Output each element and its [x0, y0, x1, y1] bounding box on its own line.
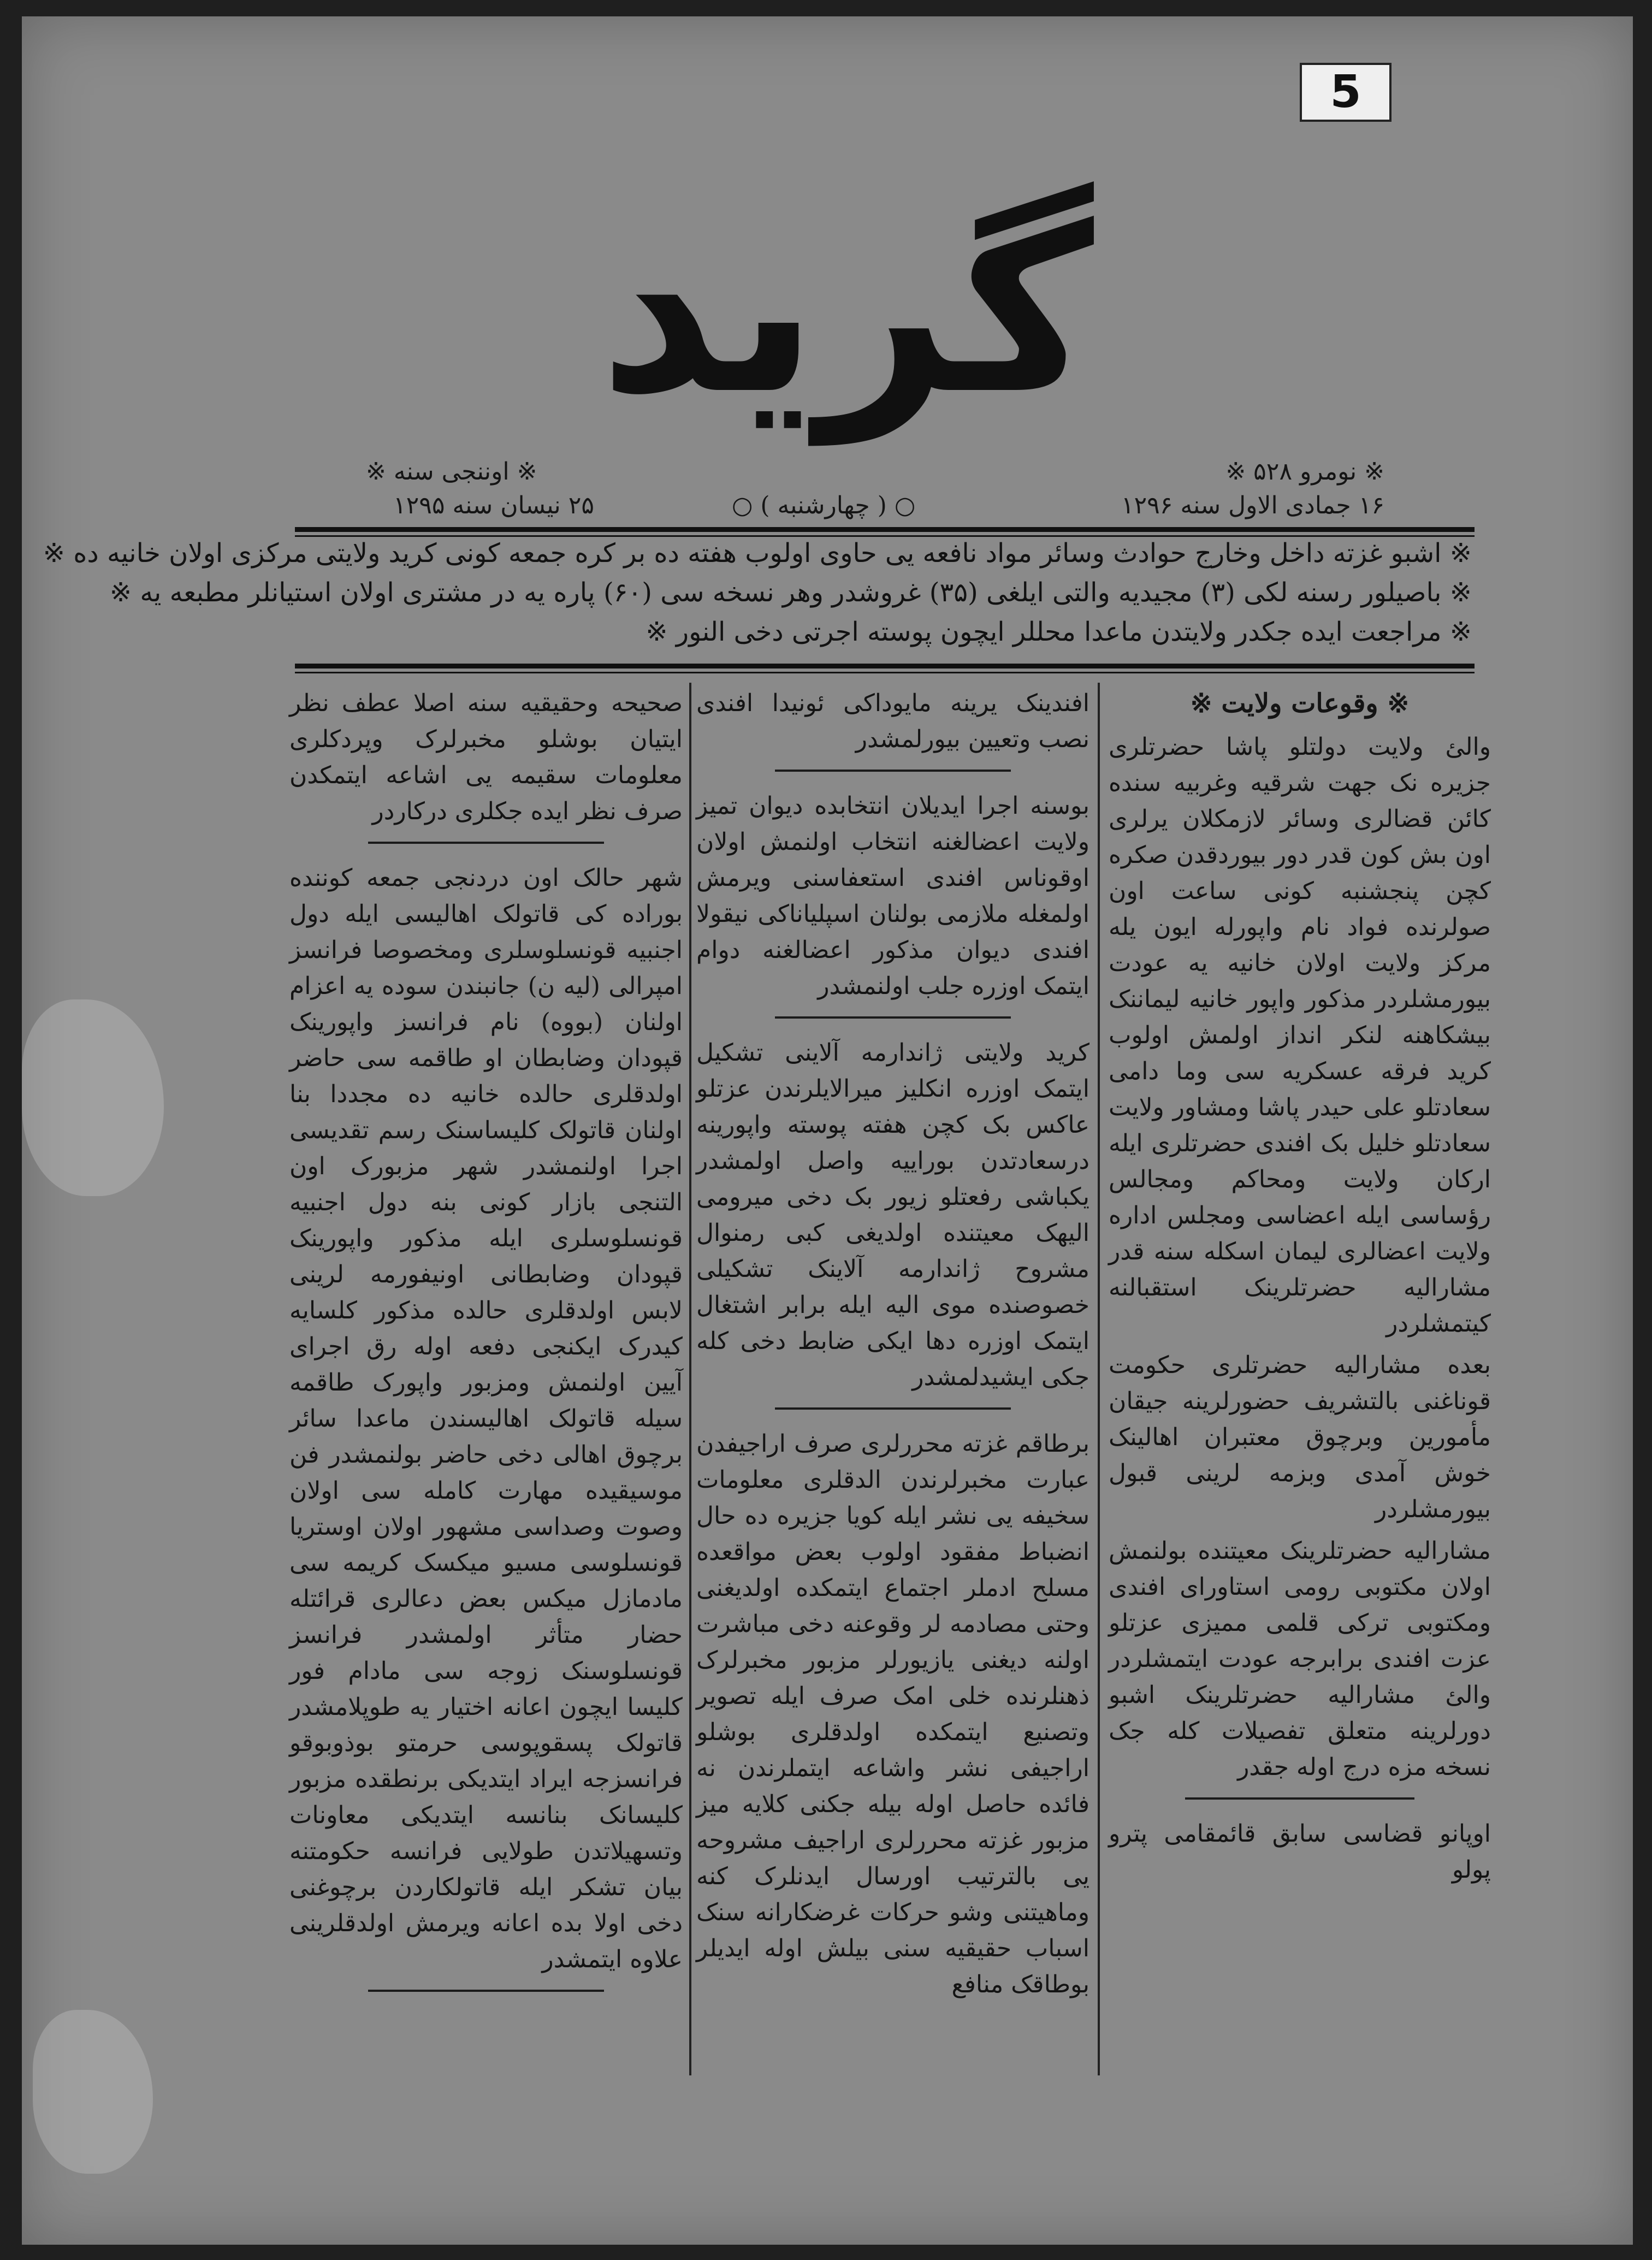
notice-line-1: ※ اشبو غزته داخل وخارج حوادث وسائر مواد نافعه یی حاوی اولوب هفته ده بر کره جمعه کونی کرید ولایتی مرکزی اولان خانیه ده ※: [43, 538, 1472, 569]
article-paragraph: کرید ولایتی ژاندارمه آلاینی تشکیل ایتمک اوزره انکلیز میرالایلرندن عزتلو عاکس بک کچن هفته پوسته واپورینه درسعادتدن بوراییه واصل اولمشدر یکباشی رفعتلو زیور بک دخی میرومی الیهک معیتنده اولدیغی کبی رمنوال مشروح ژاندارمه آلاینک تشکیلی خصوصنده موی الیه ایله برابر اشتغال ایتمک اوزره دها ایکی ضابط دخی کله جکی ایشیدلمشدر: [696, 1039, 1090, 1391]
article-paragraph: مشارالیه حضرتلرینک معیتنده بولنمش اولان مکتوبی رومی استاورای افندی ومکتوبی ترکی قلمی ممیزی عزتلو عزت افندی برابرجه عودت ایتمشلردر والئ مشارالیه حضرتلرینک اشبو دورلرینه متعلق تفصیلات کله جک نسخه مزه درج اوله جقدر: [1109, 1537, 1491, 1781]
rumi-date: ۲۵ نیسان سنه ۱۲۹۵: [393, 492, 594, 519]
article-separator: [775, 770, 1011, 772]
paper-stain: [22, 999, 164, 1196]
column-middle: [696, 685, 1090, 2008]
notice-line-2: ※ باصیلور رسنه لکی (۳) مجیدیه والتی ایلغی (۳۵) غروشدر وهر نسخه سی (۶۰) پاره یه در مشتری اولان استیانلر مطبعه یه ※: [109, 577, 1472, 608]
page-number-label: 5: [1300, 63, 1392, 122]
article-separator: [368, 1990, 604, 1992]
header-rule-bottom: [295, 664, 1475, 668]
column-left: [289, 685, 683, 2008]
article-separator: [775, 1407, 1011, 1410]
year-label: ※ اوننجی سنه ※: [366, 458, 537, 486]
article-paragraph: افندینک یرینه مایوداکی ئونیدا افندی نصب وتعیین بیورلمشدر: [696, 689, 1090, 753]
article-paragraph: بوسنه اجرا ایدیلان انتخابده دیوان تمیز ولایت اعضالغنه انتخاب اولنمش اولان اوقوناس افندی استعفاسنی ویرمش اولمغله ملازمی بولنان اسپلیاناکی نیقولا افندی دیوان مذکور اعضالغنه دوام ایتمک اوزره جلب اولنمشدر: [696, 792, 1090, 1000]
header-rule-top: [295, 527, 1475, 532]
article-paragraph: برطاقم غزته محررلری صرف اراجیفدن عبارت مخبرلرندن الدقلری معلومات سخیفه یی نشر ایله کویا جزیره ده حال انضباط مفقود اولوب بعض مواقعده مسلح ادملر اجتماع ایتمکده اولدیغنی وحتی مصادمه لر وقوعنه دخی مباشرت اولنه دیغنی یازیورلر مزبور مخبرلرک ذهنلرنده خلی امک صرف ایله تصویر وتصنیع ایتمکده اولدقلری بوشلو اراجیفی نشر واشاعه ایتملرندن نه فائده حاصل اوله بیله جکنی کلایه میز مزبور غزته محررلری اراجیف مشروحه یی بالترتیب اورسال ایدنلرک کنه وماهیتنی وشو حرکات غرضکارانه سنک اسباب حقیقیه سنی بیلش اوله ایدیلر بوطاقک منافع: [696, 1430, 1090, 1998]
article-paragraph: صحیحه وحقیقیه سنه اصلا عطف نظر ایتیان بوشلو مخبرلرک وپردکلری معلومات سقیمه یی اشاعه ایتمکدن صرف نظر ایده جکلری درکاردر: [289, 689, 683, 825]
article-paragraph: اوپانو قضاسی سابق قائمقامی پترو پولو: [1109, 1820, 1491, 1884]
article-separator: [1185, 1797, 1414, 1800]
article-paragraph: والئ ولایت دولتلو پاشا حضرتلری جزیره نک جهت شرقیه وغربیه سنده کائن قضالری وسائر لازمکلان یرلری اون بش کون قدر دور بیوردقدن صکره کچن پنجشنبه کونی ساعت اون صولرنده فواد نام واپورله ایون یله مرکز ولایت اولان خانیه یه عودت بیورمشلردر مذکور واپور خانیه لیماننک بیشکاهنه لنکر انداز اولمش اولوب کرید فرقه عسکریه سی وما دامی سعادتلو علی حیدر پاشا ومشاور ولایت سعادتلو خلیل بک افندی حضرتلری ایله ارکان ولایت ومحاکم ومجالس رؤساسی ایله اعضاسی ومجلس اداره ولایت اعضالری لیمان اسکله سنه قدر مشارالیه حضرتلرینک استقبالنه کیتمشلردر: [1109, 733, 1491, 1338]
article-separator: [775, 1016, 1011, 1019]
column-right: [1109, 685, 1491, 1894]
issue-number: ※ نومرو ۵۲۸ ※: [1225, 458, 1384, 486]
subscription-notice: [43, 533, 1472, 661]
article-paragraph: بعده مشارالیه حضرتلری حکومت قوناغنی بالتشریف حضورلرینه جیقان مأمورین وبرچوق معتبران اهالینک خوش آمدی وبزمه لرینی قبول بیورمشلردر: [1109, 1351, 1491, 1523]
hijri-date: ۱۶ جمادی الاول سنه ۱۲۹۶: [1121, 492, 1384, 519]
column-divider-left: [689, 683, 691, 2075]
column-divider-right: [1098, 683, 1100, 2075]
header-rule-bottom-thin: [295, 672, 1475, 673]
weekday: ○ ( چهارشنبه ) ○: [732, 492, 916, 519]
article-separator: [368, 842, 604, 844]
masthead-title: گريد: [599, 178, 1094, 445]
section-heading: ※ وقوعات ولایت ※: [1190, 688, 1410, 719]
paper-stain: [33, 2010, 153, 2174]
notice-line-3: ※ مراجعت ایده جکدر ولایتدن ماعدا محللر ایچون پوسته اجرتی دخی النور ※: [646, 617, 1472, 647]
article-paragraph: شهر حالک اون دردنجی جمعه کوننده بوراده کی قاتولک اهالیسی ایله دول اجنبیه قونسلوسلری ومخصوصا فرانسز امپرالی (لیه ن) جانبندن سوده یه اعزام اولنان (بووه) نام فرانسز واپورینک قپودان وضابطان او طاقمه سی حاضر اولدقلری حالده خانیه ده مجددا بنا اولنان قاتولک کلیساسنک رسم تقدیسی اجرا اولنمشدر شهر مزبورک اون التنجی بازار کونی بنه دول اجنبیه قونسلوسلری ایله مذکور واپورینک قپودان وضابطانی اونیفورمه لرینی لابس اولدقلری حالده مذکور کلسایه کیدرک ایکنجی دفعه اوله رق اجرای آیین اولنمش ومزبور واپورک طاقمه سیله قاتولک اهالیسندن ماعدا سائر برچوق اهالی دخی حاضر بولنمشدر فن موسیقیده مهارت کامله سی اولان وصوت وصداسی مشهور اولان اوستریا قونسلوسی مسیو میکسک کریمه سی مادمازل میکس بعض دعالری قرائتله حضار متأثر اولمشدر فرانسز قونسلوسنک زوجه سی مادام فور کلیسا ایچون اعانه اختیار یه طوپلامشدر قاتولک پسقوپوسی حرمتو بوذوبوقو فرانسزجه ایراد ایتدیکی برنطقده مزبور کلیسانک بنانسه ایتدیکی معاونات وتسهیلاتدن طولایی فرانسه حکومتنه بیان تشکر ایله قاتولکاردن برچوغنی دخی اولا بده اعانه ویرمش اولدقلرینی علاوه ایتمشدر: [289, 864, 683, 1973]
